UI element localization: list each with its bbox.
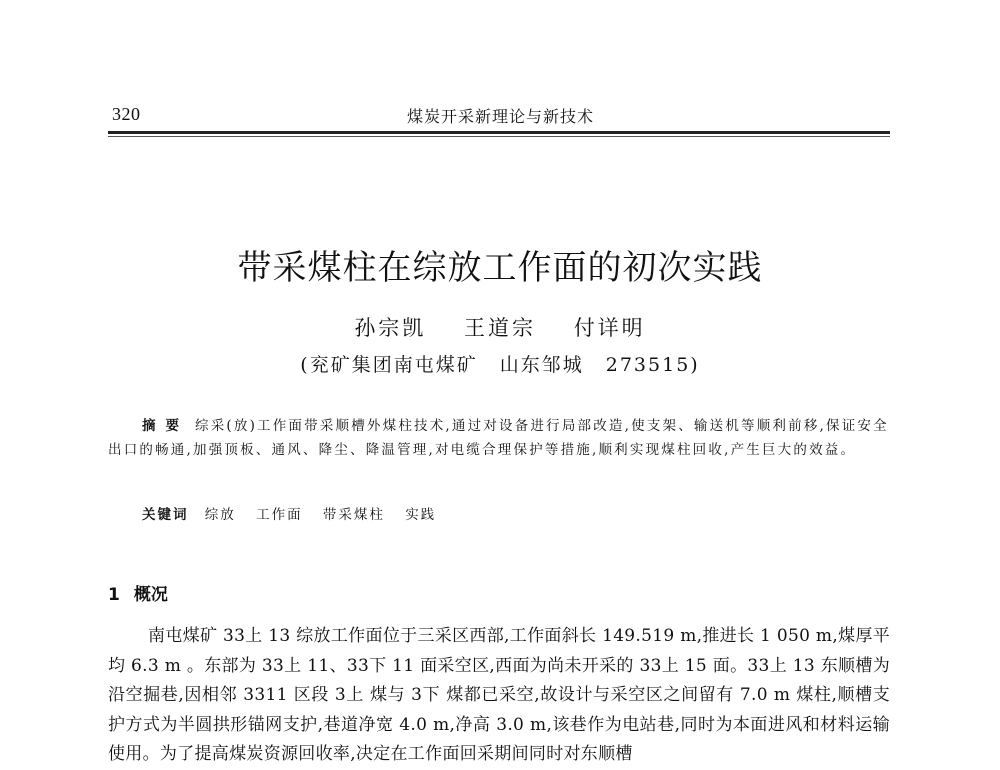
keyword: 实践	[405, 507, 437, 523]
article-title: 带采煤柱在综放工作面的初次实践	[237, 248, 763, 288]
keyword: 带采煤柱	[322, 507, 385, 523]
abstract-label: 摘要	[142, 418, 189, 434]
affiliation-close-paren: )	[690, 354, 700, 376]
keyword: 工作面	[256, 507, 303, 523]
header-rule-thin	[108, 136, 890, 137]
keyword: 综放	[204, 507, 236, 523]
section-heading	[108, 580, 168, 605]
running-head	[112, 100, 888, 130]
abstract-text: 综采(放)工作面带采顺槽外煤柱技术,通过对设备进行局部改造,使支架、输送机等顺利前移,保证安全出口的畅通,加强顶板、通风、降尘、降温管理,对电缆合理保护等措施,顺利实现煤柱回收,产生巨大的效益。	[108, 418, 889, 458]
section-number: 1	[108, 585, 120, 605]
author-name: 孙宗凯	[354, 316, 427, 340]
page-number: 320	[112, 104, 141, 124]
author-name: 王道宗	[464, 316, 536, 340]
keywords-label: 关键词	[142, 507, 189, 523]
author-name: 付详明	[573, 316, 646, 340]
affiliation-location: 山东邹城	[499, 354, 584, 376]
abstract	[108, 414, 890, 462]
affiliation-open-paren: (	[300, 354, 310, 376]
body-paragraph: 南屯煤矿 33上 13 综放工作面位于三采区西部,工作面斜长 149.519 m,推进长 1 050 m,煤厚平均 6.3 m 。东部为 33上 11、33下 11 面采空区,西面为尚未开采的 33上 15 面。33上 13 东顺槽为沿空掘巷,因相邻 3311 区段 3上 煤与 3下 煤都已采空,故设计与采空区之间留有 7.0 m 煤柱,顺槽支护方式为半圆拱形锚网支护,巷道净宽 4.0 m,净高 3.0 m,该巷作为电站巷,同时为本面进风和材料运输使用。为了提高煤炭资源回收率,决定在工作面回采期间同时对东顺槽	[108, 626, 890, 764]
section-title: 概况	[133, 585, 168, 605]
affiliation-org: 兖矿集团南屯煤矿	[309, 354, 478, 376]
header-rule-thick	[108, 131, 890, 134]
affiliation-postcode: 273515	[605, 354, 691, 376]
journal-title: 煤炭开采新理论与新技术	[407, 107, 595, 126]
author-list	[0, 312, 1000, 342]
keywords	[142, 503, 450, 523]
affiliation	[0, 350, 1000, 377]
